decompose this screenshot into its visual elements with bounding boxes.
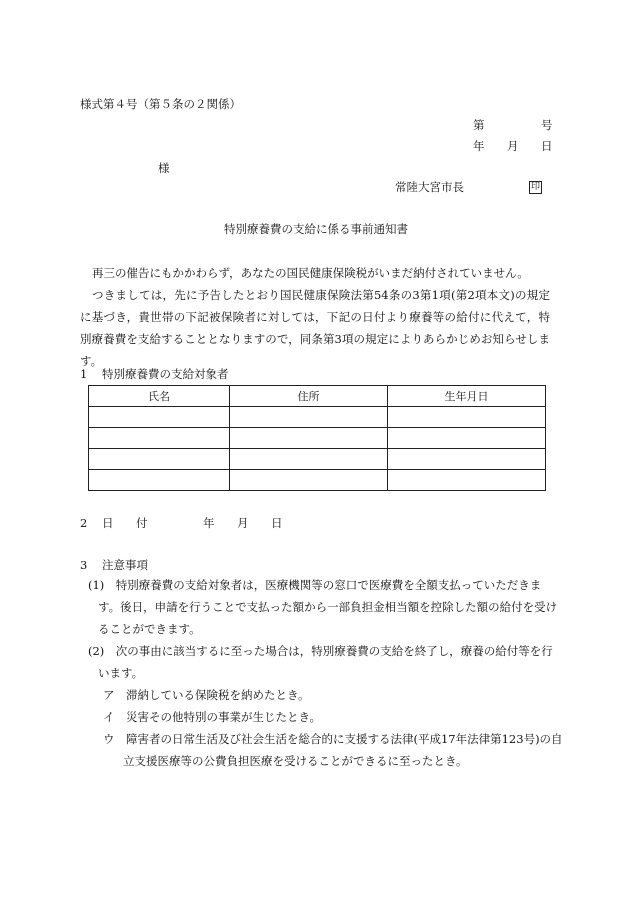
body-paragraph-2: つきましては，先に予告したとおり国民健康保険法第54条の3第1項(第2項本文)の規定に基づき，貴世帯の下記被保険者に対しては，下記の日付より療養等の給付に代えて，特別療養費を支給することとなりますので，同条第3項の規定によりあらかじめお知らせします。	[80, 288, 550, 368]
note-subitem-i-text: 災害その他特別の事業が生じたとき。	[126, 710, 322, 724]
seal-mark: 印	[530, 182, 540, 192]
doc-number-dai: 第	[473, 118, 485, 132]
issuer: 常陸大宮市長	[395, 180, 464, 194]
note-item-1-marker: (1)	[88, 578, 105, 592]
table-row	[89, 470, 546, 491]
section2-number: 2	[80, 516, 88, 530]
note-subitem-u-marker: ウ	[103, 732, 115, 746]
note-item-1	[88, 574, 560, 640]
note-subitem-u-text: 障害者の日常生活及び社会生活を総合的に支援する法律(平成17年法律第123号)の自立支援医療等の公費負担医療を受けることができるに至ったとき。	[123, 732, 563, 768]
addressee-suffix: 様	[158, 161, 170, 175]
section2-label-a: 日	[102, 516, 114, 530]
note-item-2-marker: (2)	[88, 644, 105, 658]
table-row	[89, 428, 546, 449]
section2-label-b: 付	[136, 516, 148, 530]
column-header-address: 住所	[230, 386, 388, 407]
column-header-name: 氏名	[89, 386, 230, 407]
note-item-2-text: 次の事由に該当するに至った場合は，特別療養費の支給を終了し，療養の給付等を行います。	[98, 644, 553, 680]
document-title: 特別療養費の支給に係る事前通知書	[224, 222, 408, 236]
section1-heading: 特別療養費の支給対象者	[102, 367, 229, 381]
section2-day: 日	[271, 516, 283, 530]
date-day: 日	[541, 139, 553, 153]
table-row	[89, 407, 546, 428]
note-subitem-a-marker: ア	[103, 688, 115, 702]
section3-number: 3	[80, 558, 88, 572]
note-subitem-u	[103, 728, 570, 772]
section2-month: 月	[237, 516, 249, 530]
note-item-2	[88, 640, 560, 684]
section2-year: 年	[203, 516, 215, 530]
note-subitem-a-text: 滞納している保険税を納めたとき。	[126, 688, 310, 702]
table-header-row	[89, 386, 546, 407]
note-subitem-i	[103, 706, 570, 728]
note-subitem-i-marker: イ	[103, 710, 115, 724]
form-number: 様式第４号（第５条の２関係）	[80, 97, 241, 111]
table-row	[89, 449, 546, 470]
column-header-birthdate: 生年月日	[388, 386, 546, 407]
date-year: 年	[473, 139, 485, 153]
section1-number: 1	[80, 367, 88, 381]
date-month: 月	[507, 139, 519, 153]
section3-heading: 注意事項	[102, 558, 148, 572]
doc-number-go: 号	[541, 118, 553, 132]
note-subitem-a	[103, 684, 570, 706]
target-persons-table	[88, 385, 546, 491]
body-paragraph-1: 再三の催告にもかかわらず，あなたの国民健康保険税がいまだ納付されていません。	[92, 266, 529, 280]
note-item-1-text: 特別療養費の支給対象者は，医療機関等の窓口で医療費を全額支払っていただきます。後日，申請を行うことで支払った額から一部負担金相当額を控除した額の給付を受けることができます。	[98, 578, 558, 636]
